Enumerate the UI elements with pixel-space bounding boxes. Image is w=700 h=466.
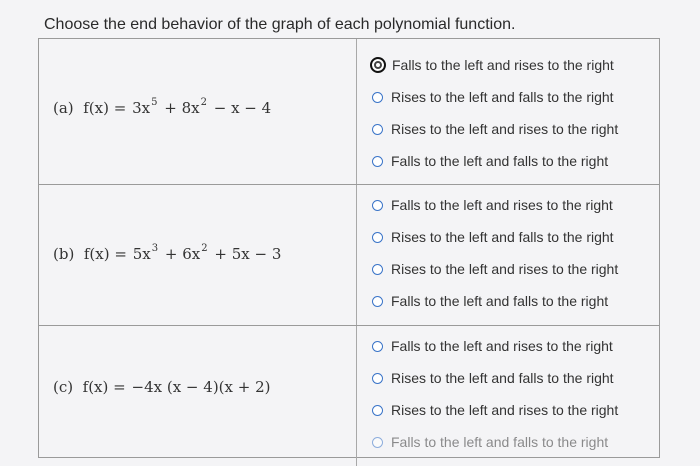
term: $3x^5$ [132,97,158,117]
problem-label: (c) [53,378,74,396]
option-label: Falls to the left and rises to the right [391,197,613,213]
option-label: Rises to the left and rises to the right [391,402,619,418]
radio-icon[interactable] [372,437,383,448]
function-lhs: f(x) [83,245,110,263]
option-label: Falls to the left and rises to the right [392,57,614,73]
prompt-text: Choose the end behavior of the graph of each polynomial function. [44,16,516,33]
problem-row-a [39,39,659,185]
option-a-2[interactable] [372,121,618,137]
function-lhs: f(x) [83,99,109,117]
radio-icon[interactable] [372,341,383,352]
term: − x − 4 [213,99,272,117]
option-label: Rises to the left and falls to the right [391,229,614,245]
option-b-0[interactable] [372,197,613,213]
option-label: Rises to the left and rises to the right [391,121,619,137]
option-label: Falls to the left and falls to the right [391,293,609,309]
option-label: Falls to the left and falls to the right [391,434,609,450]
column-divider [356,39,357,184]
problem-row-c [39,326,659,466]
option-b-2[interactable] [372,261,618,277]
option-label: Falls to the left and falls to the right [391,153,609,169]
option-a-3[interactable] [372,153,608,169]
radio-icon[interactable] [372,296,383,307]
problem-label: (b) [53,245,75,263]
option-label: Rises to the left and falls to the right [391,370,614,386]
term: + $8x^2$ [164,97,207,117]
option-b-1[interactable] [372,229,614,245]
radio-icon[interactable] [372,200,383,211]
function-b [53,245,282,263]
radio-icon[interactable] [372,156,383,167]
equals-sign: = [114,245,127,263]
problem-row-b [39,185,659,326]
option-label: Falls to the left and rises to the right [391,338,613,354]
equals-sign: = [113,99,127,117]
option-c-3[interactable] [372,434,608,450]
option-label: Rises to the left and falls to the right [391,89,614,105]
option-c-1[interactable] [372,370,614,386]
option-b-3[interactable] [372,293,608,309]
option-c-0[interactable] [372,338,613,354]
problem-table [38,38,660,458]
function-c [53,378,271,396]
option-a-1[interactable] [372,89,614,105]
term: + 5x − 3 [214,245,282,263]
function-lhs: f(x) [82,378,109,396]
radio-selected-icon[interactable] [370,57,386,73]
column-divider [356,326,357,466]
option-c-2[interactable] [372,402,618,418]
problem-label: (a) [53,99,74,117]
option-label: Rises to the left and rises to the right [391,261,619,277]
radio-icon[interactable] [372,373,383,384]
term: + $6x^2$ [164,243,208,263]
radio-icon[interactable] [372,405,383,416]
option-a-0[interactable] [372,57,614,73]
radio-icon[interactable] [372,92,383,103]
column-divider [356,185,357,325]
radio-icon[interactable] [372,124,383,135]
function-a [53,99,272,117]
term: −4x (x − 4)(x + 2) [131,378,271,396]
radio-icon[interactable] [372,232,383,243]
equals-sign: = [113,378,126,396]
options-b [364,185,659,325]
term: $5x^3$ [132,243,159,263]
radio-icon[interactable] [372,264,383,275]
options-c [364,326,659,466]
options-a [364,39,659,184]
